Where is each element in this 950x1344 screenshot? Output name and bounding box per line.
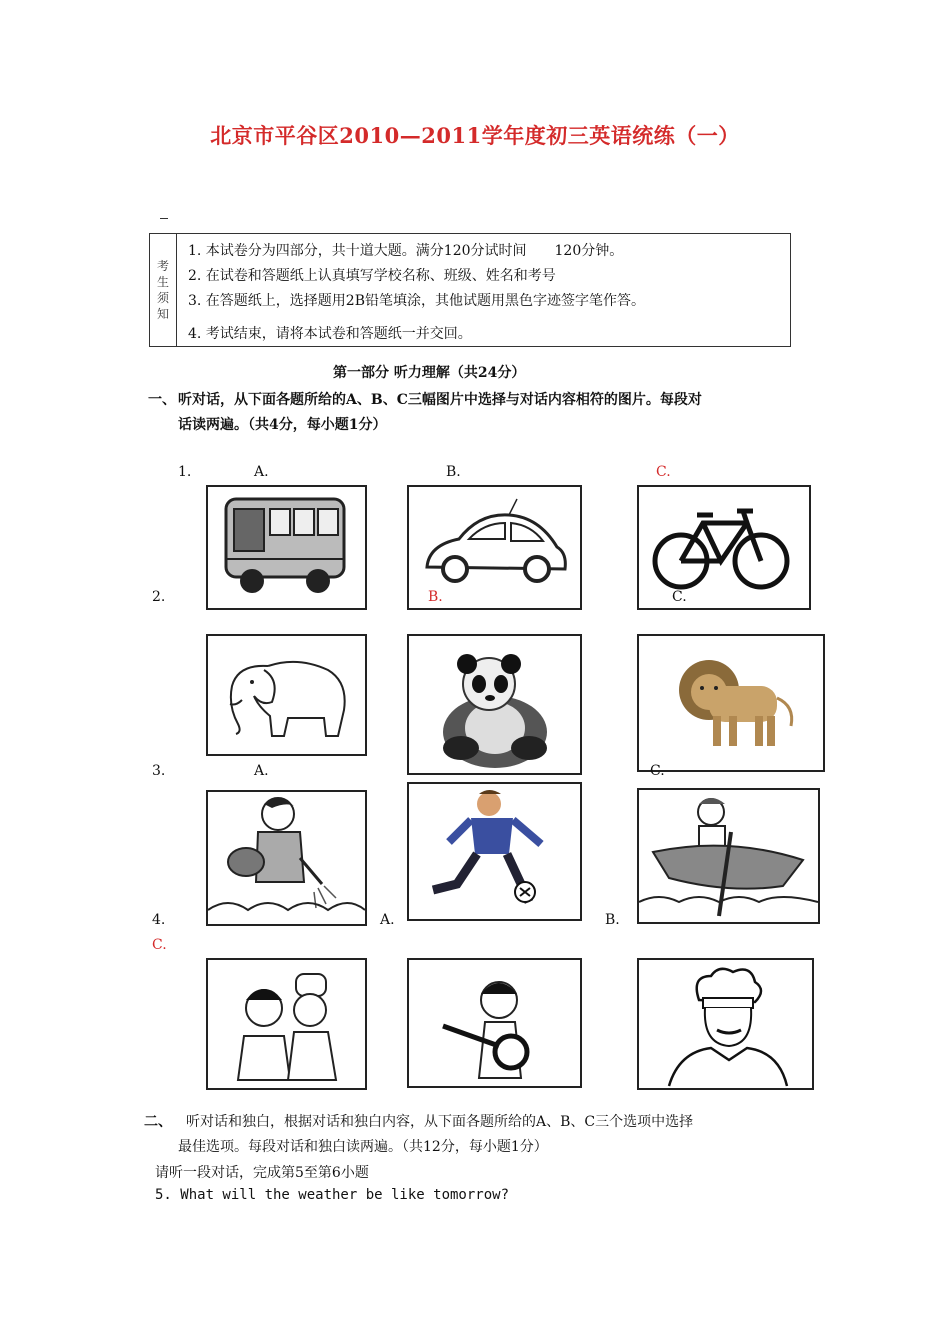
page-title: 北京市平谷区2010—2011学年度初三英语统练（一） xyxy=(210,123,740,148)
notice-line: 3. 在答题纸上，选择题用2B铅笔填涂，其他试题用黑色字迹签字笔作答。 xyxy=(188,293,646,309)
section1-number: 一、 xyxy=(148,392,176,408)
option-label: A. xyxy=(380,912,395,928)
singer-and-cook-icon[interactable] xyxy=(206,958,367,1090)
divider xyxy=(160,218,168,219)
watering-flowers-icon[interactable] xyxy=(206,790,367,926)
option-label: B. xyxy=(446,464,461,480)
side-char: 知 xyxy=(156,307,169,321)
option-label: C. xyxy=(656,464,671,480)
side-char: 生 xyxy=(156,275,169,289)
question-number: 1. xyxy=(178,464,192,480)
notice-line: 1. 本试卷分为四部分，共十道大题。满分120分试时间 120分钟。 xyxy=(188,243,624,259)
side-char: 考 xyxy=(156,259,169,273)
option-label: C. xyxy=(152,937,167,953)
notice-box xyxy=(149,233,791,347)
notice-side-label xyxy=(150,234,177,346)
lion-icon[interactable] xyxy=(637,634,825,772)
option-label: A. xyxy=(254,464,269,480)
elephant-icon[interactable] xyxy=(206,634,367,756)
rowing-boat-icon[interactable] xyxy=(637,788,820,924)
side-char: 须 xyxy=(156,291,169,305)
option-label: B. xyxy=(605,912,620,928)
question-number: 3. xyxy=(152,763,166,779)
section2-number: 二、 xyxy=(144,1114,172,1130)
question-5: 5. What will the weather be like tomorrow? xyxy=(155,1187,510,1203)
chef-icon[interactable] xyxy=(637,958,814,1090)
notice-line: 2. 在试卷和答题纸上认真填写学校名称、班级、姓名和考号 xyxy=(188,268,556,284)
section2-instruction: 听对话和独白，根据对话和独白内容，从下面各题所给的A、B、C三个选项中选择 xyxy=(186,1114,694,1130)
option-label: C. xyxy=(650,763,665,779)
bus-icon[interactable] xyxy=(206,485,367,610)
notice-line: 4. 考试结束，请将本试卷和答题纸一并交回。 xyxy=(188,326,472,342)
panda-icon[interactable] xyxy=(407,634,582,775)
bicycle-icon[interactable] xyxy=(637,485,811,610)
listen-instruction: 请听一段对话，完成第5至第6小题 xyxy=(155,1165,369,1181)
section1-instruction: 听对话，从下面各题所给的A、B、C三幅图片中选择与对话内容相符的图片。每段对 xyxy=(178,392,702,408)
guitar-player-icon[interactable] xyxy=(407,958,582,1088)
option-label: C. xyxy=(672,589,687,605)
section1-instruction-2: 话读两遍。（共4分，每小题1分） xyxy=(178,417,387,433)
soccer-player-icon[interactable] xyxy=(407,782,582,921)
part1-heading: 第一部分 听力理解（共24分） xyxy=(333,365,526,381)
question-number: 2. xyxy=(152,589,166,605)
question-number: 4. xyxy=(152,912,166,928)
option-label: B. xyxy=(428,589,443,605)
option-label: A. xyxy=(254,763,269,779)
section2-instruction-2: 最佳选项。每段对话和独白读两遍。（共12分，每小题1分） xyxy=(178,1139,548,1155)
